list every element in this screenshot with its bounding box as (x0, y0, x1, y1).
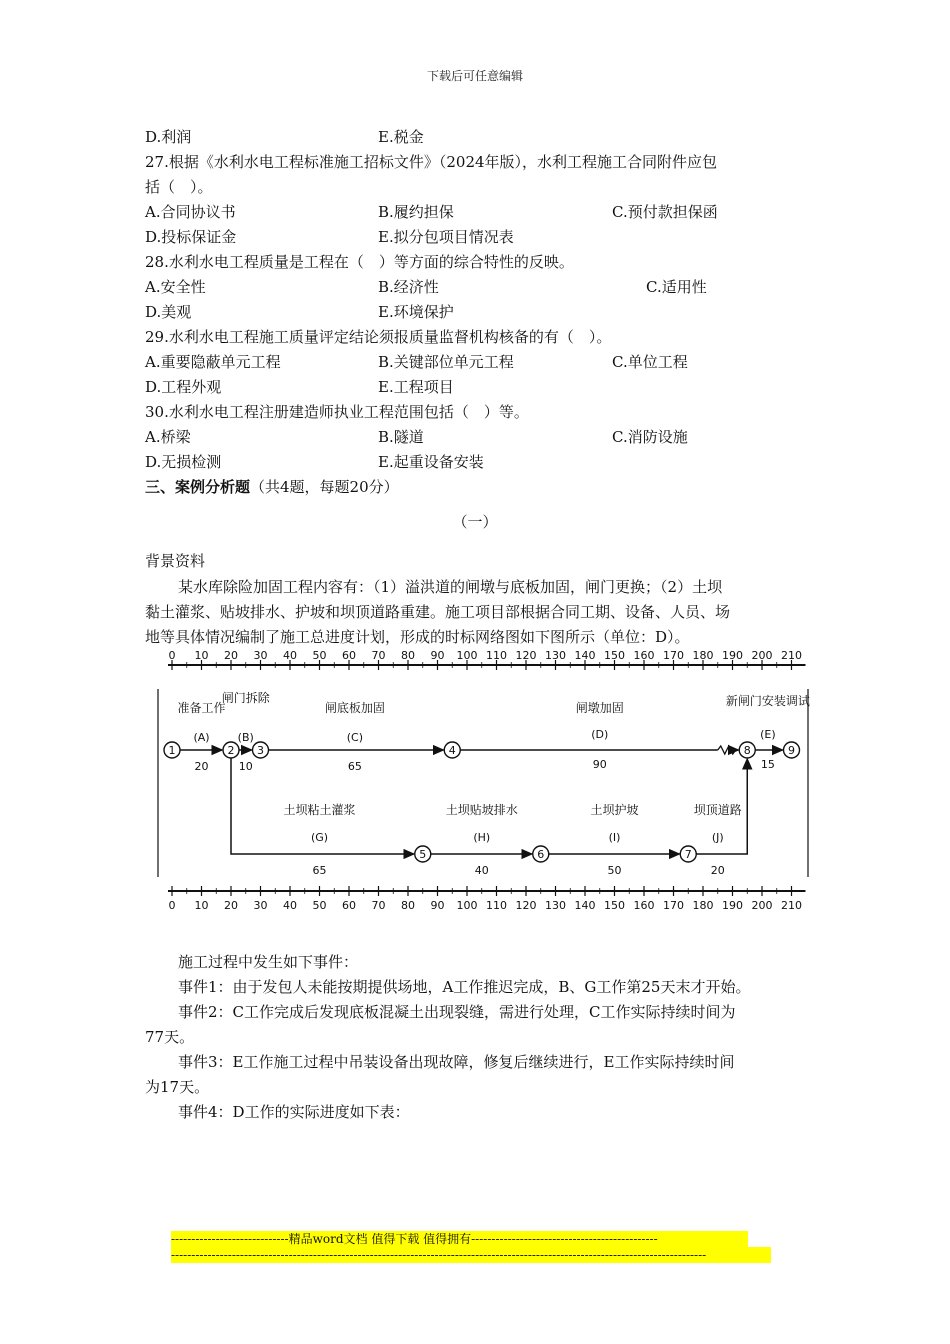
section3-note: （共4题，每题20分） (250, 478, 399, 496)
q27-option-c: C.预付款担保函 (612, 203, 718, 221)
bottom-scale-label: 10 (194, 899, 209, 912)
top-scale-label: 10 (194, 649, 209, 662)
bottom-scale-label: 200 (751, 899, 773, 912)
top-scale-label: 40 (283, 649, 297, 662)
activity-name-g: 土坝粘土灌浆 (283, 803, 356, 817)
top-scale-label: 100 (456, 649, 478, 662)
activity-name-b: 闸门拆除 (221, 691, 270, 705)
bottom-scale-label: 40 (283, 899, 297, 912)
q27-option-d: D.投标保证金 (145, 228, 237, 246)
event-1: 事件1：由于发包人未能按期提供场地，A工作推迟完成，B、G工作第25天末才开始。 (178, 978, 751, 996)
top-scale-label: 80 (401, 649, 415, 662)
q30-option-c: C.消防设施 (612, 428, 688, 446)
q30-option-e: E.起重设备安装 (378, 453, 484, 471)
q27-stem-line2: 括（ ）。 (145, 178, 213, 196)
activity-duration-d: 90 (592, 758, 607, 771)
bottom-scale-label: 80 (401, 899, 415, 912)
top-scale-label: 140 (574, 649, 596, 662)
bottom-scale-label: 140 (574, 899, 596, 912)
activity-code-e: (E) (760, 728, 776, 741)
event-2-line2: 77天。 (145, 1028, 195, 1046)
bottom-scale-label: 50 (312, 899, 327, 912)
bottom-scale-label: 110 (486, 899, 507, 912)
top-scale-label: 70 (371, 649, 386, 662)
bottom-scale-label: 70 (371, 899, 386, 912)
q27-option-b: B.履约担保 (378, 203, 454, 221)
top-scale-label: 210 (781, 649, 802, 662)
activity-name-j: 坝顶道路 (693, 803, 742, 817)
event-3-line2: 为17天。 (145, 1078, 210, 1096)
q29-stem: 29.水利水电工程施工质量评定结论须报质量监督机构核备的有（ ）。 (145, 328, 612, 346)
top-scale-label: 130 (545, 649, 566, 662)
event-2-line1: 事件2：C工作完成后发现底板混凝土出现裂缝，需进行处理，C工作实际持续时间为 (178, 1003, 736, 1021)
bottom-scale-label: 180 (692, 899, 714, 912)
node-3-label: 3 (257, 744, 264, 757)
bottom-scale-label: 100 (456, 899, 478, 912)
footer-banner-line2: ------------------------------------------------------------------------------------------------------------------------------------ (171, 1247, 771, 1263)
node-2-label: 2 (227, 744, 235, 757)
activity-code-b: (B) (237, 731, 254, 744)
top-scale-label: 170 (663, 649, 684, 662)
page-header: 下载后可任意编辑 (426, 69, 523, 83)
case1-number: （一） (452, 513, 498, 531)
event-4: 事件4：D工作的实际进度如下表： (178, 1103, 410, 1121)
bottom-scale-label: 170 (663, 899, 684, 912)
node-8-label: 8 (743, 744, 751, 757)
activity-name-c: 闸底板加固 (324, 701, 385, 715)
top-scale-label: 50 (312, 649, 327, 662)
activity-duration-b: 10 (238, 760, 253, 773)
node-9-label: 9 (788, 744, 795, 757)
footer-banner-line1: -----------------------------精品word文档 值得下载 值得拥有---------------------------------------------- (171, 1231, 748, 1247)
q29-option-c: C.单位工程 (612, 353, 688, 371)
activity-duration-c: 65 (347, 760, 362, 773)
activity-code-i: (I) (608, 831, 621, 844)
activity-duration-j: 20 (710, 864, 725, 877)
activity-code-a: (A) (193, 731, 210, 744)
case1-paragraph-line2: 黏土灌浆、贴坡排水、护坡和坝顶道路重建。施工项目部根据合同工期、设备、人员、场 (145, 603, 731, 621)
q26-option-d: D.利润 (145, 128, 192, 146)
bottom-scale-label: 90 (430, 899, 445, 912)
activity-name-i: 土坝护坡 (590, 803, 639, 817)
top-scale-label: 150 (604, 649, 625, 662)
node-1-label: 1 (168, 744, 176, 757)
case1-paragraph-line3: 地等具体情况编制了施工总进度计划，形成的时标网络图如下图所示（单位：D）。 (145, 628, 690, 646)
bottom-scale-label: 130 (545, 899, 566, 912)
q30-option-a: A.桥梁 (145, 428, 191, 446)
top-scale-label: 120 (515, 649, 537, 662)
top-scale-label: 160 (633, 649, 655, 662)
activity-duration-e: 15 (760, 758, 775, 771)
activity-duration-h: 40 (474, 864, 489, 877)
node-5-label: 5 (419, 848, 427, 861)
activity-name-h: 土坝贴坡排水 (445, 803, 518, 817)
event-3-line1: 事件3：E工作施工过程中吊装设备出现故障，修复后继续进行，E工作实际持续时间 (178, 1053, 735, 1071)
bottom-scale-label: 210 (781, 899, 802, 912)
q29-option-a: A.重要隐蔽单元工程 (145, 353, 281, 371)
activity-name-a: 准备工作 (177, 701, 226, 715)
q30-stem: 30.水利水电工程注册建造师执业工程范围包括（ ）等。 (145, 403, 529, 421)
bottom-scale-label: 60 (342, 899, 356, 912)
top-scale-label: 60 (342, 649, 356, 662)
top-scale-label: 30 (253, 649, 268, 662)
bottom-scale-label: 190 (722, 899, 743, 912)
node-6-label: 6 (537, 848, 545, 861)
activity-code-d: (D) (591, 728, 609, 741)
q27-option-a: A.合同协议书 (145, 203, 236, 221)
activity-name-d: 闸墩加固 (575, 701, 624, 715)
bottom-scale-label: 30 (253, 899, 268, 912)
activity-name-e: 新闸门安装调试 (725, 694, 810, 708)
case1-background-title: 背景资料 (145, 552, 206, 570)
activity-code-j: (J) (711, 831, 724, 844)
activity-d-free-float-wave (718, 746, 736, 754)
q27-option-e: E.拟分包项目情况表 (378, 228, 514, 246)
top-scale-label: 200 (751, 649, 773, 662)
bottom-scale-label: 0 (168, 899, 176, 912)
top-scale-label: 90 (430, 649, 445, 662)
q27-stem-line1: 27.根据《水利水电工程标准施工招标文件》（2024年版），水利工程施工合同附件应包 (145, 153, 718, 171)
section3-heading (145, 477, 399, 497)
bottom-scale-label: 120 (515, 899, 537, 912)
q29-option-b: B.关键部位单元工程 (378, 353, 514, 371)
q28-stem: 28.水利水电工程质量是工程在（ ）等方面的综合特性的反映。 (145, 253, 574, 271)
q30-option-b: B.隧道 (378, 428, 424, 446)
q28-option-b: B.经济性 (378, 278, 439, 296)
top-scale-label: 20 (224, 649, 238, 662)
bottom-scale-label: 20 (224, 899, 238, 912)
bottom-scale-label: 160 (633, 899, 655, 912)
q29-option-d: D.工程外观 (145, 378, 222, 396)
top-scale-label: 180 (692, 649, 714, 662)
q28-option-c: C.适用性 (646, 278, 707, 296)
top-scale-label: 190 (722, 649, 743, 662)
top-scale-label: 110 (486, 649, 507, 662)
top-scale-label: 0 (168, 649, 176, 662)
section3-title: 三、案例分析题 (145, 478, 251, 496)
activity-duration-a: 20 (194, 760, 209, 773)
q28-option-e: E.环境保护 (378, 303, 454, 321)
activity-code-g: (G) (310, 831, 329, 844)
q26-option-e: E.税金 (378, 128, 424, 146)
events-intro: 施工过程中发生如下事件： (178, 953, 359, 971)
case1-paragraph-line1: 某水库除险加固工程内容有：（1）溢洪道的闸墩与底板加固，闸门更换；（2）土坝 (178, 578, 723, 596)
activity-code-c: (C) (346, 731, 364, 744)
q29-option-e: E.工程项目 (378, 378, 454, 396)
bottom-scale-label: 150 (604, 899, 625, 912)
node-4-label: 4 (448, 744, 456, 757)
activity-duration-g: 65 (312, 864, 327, 877)
time-scaled-network-diagram (150, 645, 815, 920)
activity-code-h: (H) (473, 831, 491, 844)
q28-option-d: D.美观 (145, 303, 192, 321)
q28-option-a: A.安全性 (145, 278, 206, 296)
node-7-label: 7 (684, 848, 692, 861)
q30-option-d: D.无损检测 (145, 453, 222, 471)
activity-duration-i: 50 (607, 864, 622, 877)
